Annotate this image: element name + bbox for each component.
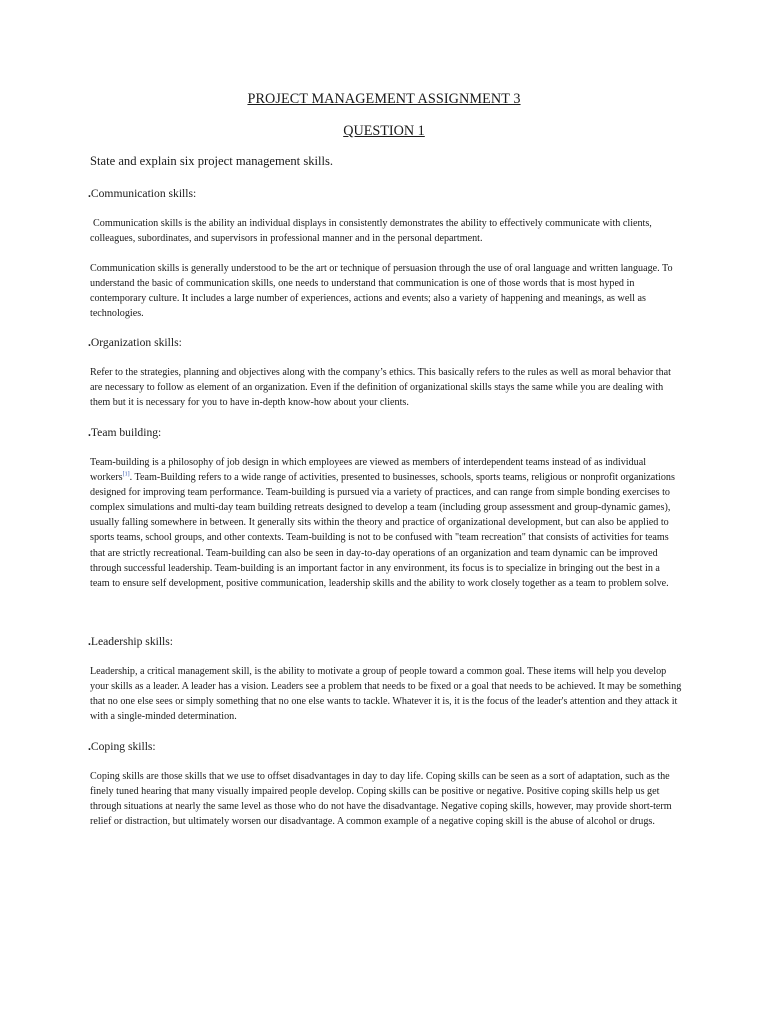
section-heading-label: Team building: xyxy=(90,426,162,439)
footnote-link[interactable]: [1] xyxy=(122,471,130,478)
section-heading-coping xyxy=(88,740,156,753)
paragraph-communication-1: Communication skills is the ability an individual displays in consistently demonstrates the ability to effectively communicate with clients, colleagues, subordinates, and supervisors in professional manner and in the personal department. xyxy=(90,218,652,245)
document-title: PROJECT MANAGEMENT ASSIGNMENT 3 xyxy=(247,91,521,107)
section-heading-leadership xyxy=(88,635,173,648)
bullet-mark: . xyxy=(88,187,91,200)
section-heading-label: Organization skills: xyxy=(90,336,182,349)
question-prompt: State and explain six project management skills. xyxy=(90,154,334,168)
paragraph-coping-1: Coping skills are those skills that we use to offset disadvantages in day to day life. Coping skills can be seen as a sort of adaptation, such as the finely tuned hearing that many visually impaired people develop. Coping skills can be positive or negative. Positive coping skills help us get through situations at nearly the same level as those who do not have the disadvantage. Negative coping skills, however, may provide short-term relief or distraction, but ultimately worsen our disadvantage. A common example of a negative coping skill is the abuse of alcohol or drugs. xyxy=(90,771,672,828)
section-heading-communication xyxy=(88,187,196,200)
bullet-mark: . xyxy=(88,336,91,349)
section-heading-team-building xyxy=(88,426,161,439)
section-heading-label: Leadership skills: xyxy=(90,635,174,648)
paragraph-communication-2: Communication skills is generally understood to be the art or technique of persuasion through the use of oral language and written language. To understand the basic of communication skills, one needs to understand that communication is one of those words that is most hyped in contemporary culture. It includes a large number of experiences, actions and events; also a variety of happening and meanings, as well as technologies. xyxy=(90,263,673,320)
paragraph-team-building-1 xyxy=(90,455,682,591)
section-heading-label: Communication skills: xyxy=(90,187,197,200)
bullet-mark: . xyxy=(88,426,91,439)
paragraph-organization-1: Refer to the strategies, planning and objectives along with the company’s ethics. This basically refers to the rules as well as moral behavior that are necessary to follow as element of an organization. Even if the definition of organizational skills stays the same while you are dealing with them but it is necessary for you to have in-depth know-how about your clients. xyxy=(90,367,671,409)
section-heading-organization xyxy=(88,336,182,349)
question-heading: QUESTION 1 xyxy=(343,123,425,139)
bullet-mark: . xyxy=(88,635,91,648)
paragraph-text: . Team-Building refers to a wide range of activities, presented to businesses, schools, sports teams, religious or nonprofit organizations designed for improving team performance. Team-building is pursued via a variety of practices, and can range from simple bonding exercises to complex simulations and multi-day team building retreats designed to develop a team (including group assessment and group-dynamic games), usually falling somewhere in between. It generally sits within the theory and practice of organizational development, but can also be applied to sports teams, school groups, and other contexts. Team-building is not to be confused with "team recreation" that consists of activities for teams that are strictly recreational. Team-building can also be seen in day-to-day operations of an organization and team dynamic can be improved through successful leadership. Team-building is an important factor in any environment, its focus is to specialize in bringing out the best in a team to ensure self development, positive communication, leadership skills and the ability to work closely together as a team to problem solve. xyxy=(90,472,675,589)
section-heading-label: Coping skills: xyxy=(90,740,156,753)
paragraph-leadership-1: Leadership, a critical management skill, is the ability to motivate a group of people toward a common goal. These items will help you develop your skills as a leader. A leader has a vision. Leaders see a problem that needs to be fixed or a goal that needs to be achieved. It may be something that no one else sees or simply something that no one else wants to tackle. Whatever it is, it is the focus of the leader's attention and they attack it with a single-minded determination. xyxy=(90,666,682,723)
bullet-mark: . xyxy=(88,740,91,753)
paragraph-text: Team-building is a philosophy of job design in which employees are viewed as members of interdependent teams instead of as individual workers xyxy=(90,457,647,484)
